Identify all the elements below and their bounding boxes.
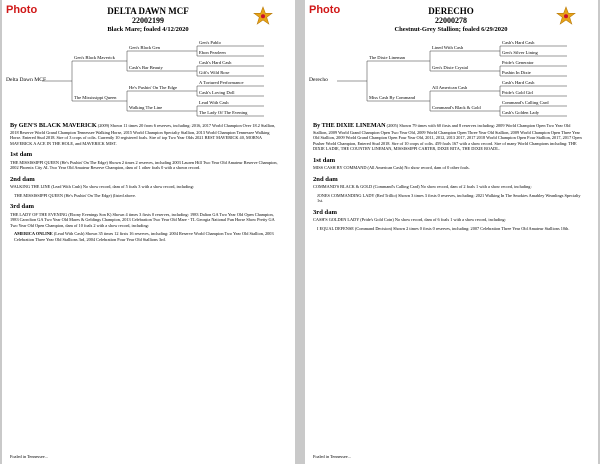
pedigree-sss: Cash's Hard Cash: [502, 40, 535, 45]
dam-record: [313, 217, 583, 223]
dam-sections: [10, 151, 280, 242]
horse-description: Chestnut-Grey Stallion; foaled 6/29/2020: [394, 25, 508, 33]
pedigree-ddd: Cash's Golden Lady: [502, 110, 540, 115]
pedigree-dam-dam: Command's Black & Gold: [432, 105, 481, 110]
horse-name: DELTA DAWN MCF: [107, 6, 189, 16]
pedigree-dsd: Pride's Gold Girl: [502, 90, 534, 95]
dam-record: [10, 184, 280, 190]
pedigree-dsd: Cash's Loving Doll: [199, 90, 235, 95]
dam-record: [313, 165, 583, 171]
photo-label[interactable]: Photo: [309, 4, 341, 16]
horse-header: [42, 6, 254, 33]
pedigree-sire: The Dixie Lineman: [369, 55, 405, 60]
pedigree-dss: Cash's Hard Cash: [502, 80, 535, 85]
footer-note: Foaled in Tennessee...: [10, 454, 48, 459]
sire-lead: By THE DIXIE LINEMAN: [313, 122, 386, 129]
pedigree-dam-sire: He's Pushin' On The Edge: [129, 85, 178, 90]
pedigree-dss: A Tortured Performance: [199, 80, 244, 85]
dam-record: [10, 212, 280, 229]
pedigree-dam-sire: All American Cash: [432, 85, 468, 90]
pedigree-subject: Derecho: [309, 77, 328, 83]
pedigree-chart: [2, 40, 295, 122]
dam-record: [10, 193, 280, 199]
record-text: I EQUAL DEFENSE (Command Decision) Shown 2 times 0 firsts 0 reserves, including: 2007 Celebration Three Year Old Amateur Stallions 10th.: [317, 225, 570, 231]
pedigree-ssd: Ebon Pearleen: [199, 50, 226, 55]
dam-record: [313, 226, 583, 232]
dam-section-title: 1st dam: [10, 151, 33, 159]
pedigree-sire-sire: Lined With Cash: [432, 45, 464, 50]
pedigree-dam: The Mississippi Queen: [74, 95, 117, 100]
dam-section-title: 2nd dam: [313, 175, 338, 183]
dam-sections: [313, 157, 583, 231]
record-text: THE LADY OF THE EVENING (Ebony Evenings Son K) Shown 4 times 3 firsts 0 reserves, including: 1983 Dalton GA Two Year Old Open Champion, 1983 Carrolton GA Two Year Old Mares & Geldings Champion, 2013 Celebration Two Year Old Mare - TL Georgia National Fun Horse Show Pretty GA Two Year Old Open Champion, dam of 10 foals 2 with a show record, including:: [10, 211, 275, 228]
pedigree-dam-dam: Walking The Line: [129, 105, 163, 110]
record-text: THE MISSISSIPPI QUEEN (He's Pushin' On The Edge) Shown 2 times 2 reserves, including 2003 Lauren Hill Two Year Old Amateur Reserve Champion, 2002 Phoenix City AL Two Year Old Amateur Reserve Champion, dam of 1 other foals 0 with a shown record.: [10, 159, 278, 171]
pedigree-sdd: Gift's Wild Rose: [199, 70, 230, 75]
catalog-page-2: [305, 0, 598, 464]
catalog-page-1: [2, 0, 295, 464]
dam-section-title: 1st dam: [313, 156, 336, 164]
pedigree-sire-sire: Gen's Black Gen: [129, 45, 160, 50]
pedigree-dds: Command's Calling Card: [502, 100, 549, 105]
registration-number: 22002199: [132, 16, 164, 26]
dam-section-title: 2nd dam: [10, 175, 35, 183]
record-text: WALKING THE LINE (Lead With Cash) No show record, dam of 5 foals 3 with a show record, including:: [10, 184, 194, 190]
dam-record: [313, 184, 583, 190]
dam-record: [10, 160, 280, 171]
record-text: (Lead With Cash) Shown 35 times 12 firsts 16 reserves, including: 2004 Reserve World Champion Two Year Old Stallion, 2003 Celebration Three Year Old Stallions 3rd, 2004 Celebration Four Year Old Stallions 3rd.: [14, 231, 274, 242]
sire-text: (2009) Shown 11 times 20 from 6 reserves, including: 2016, 2017 World Champion Over 18.2 Stallion, 2018 Reserve World Grand Champion Tennessee Walking Horse, 2015 World Champion Specialty Stallion, 2013 World Champion Tennessee Walking Horse. Entered Stud 2018. Sire of 3 crops of colts. Currently 10 registered foals. Sire of top Two Year Olds 2021 BEST MAVERICK 40, MORNA MAVERICK A ACE IN THE HOLE, and MAVERICK MIST.: [10, 123, 276, 146]
pedigree-ssd: Gen's Silver Lining: [502, 50, 538, 55]
sire-paragraph: [10, 122, 280, 146]
horse-header: [345, 6, 557, 33]
dam-record: [313, 193, 583, 204]
gold-star-icon: [253, 6, 273, 26]
sire-text: (2005) Shown 79 times with 60 firsts and 8 reserves including: 2009 World Champion Open Two Year Old Stallion, 2009 World Grand Champion Open Two Year Old, 2009 World Champion Open Three Year Old Stallion, 2009 World Champion Open Three Year Old Stallion, 2009 World Grand Champion Open Four Year Old, 2011, 2012, 2013 2017, 2017 2018 World Champion Open Four Stallion, 2017, 2017 Open Pusher World Champion, Entered Stud 2018. Sire of 10 crops of colts. 459 foals 167 with a show record. Sire of many World Champions including: THE DIXIE LADIE, THE COUNTRY LINEMAN, MISSISSIPPI CARTER, DIXIE RITA, THE DIXIE ROADL.: [313, 123, 582, 152]
pedigree-chart: [305, 40, 598, 122]
pedigree-sdd: Pushin In Dixie: [502, 70, 531, 75]
horse-name: DERECHO: [428, 6, 474, 16]
registration-number: 22000278: [435, 16, 467, 26]
pedigree-sire-dam: Cash's Bar Beauty: [129, 65, 163, 70]
dam-record: [10, 231, 280, 242]
sire-lead: By GEN'S BLACK MAVERICK: [10, 122, 97, 129]
record-text: CASH'S GOLDEN LADY (Pride's Gold Coin) No show record, dam of 6 foals 1 with a show record, including:: [313, 217, 506, 223]
record-text: THE MISSISSIPPI QUEEN (He's Pushin' On The Edge) (listed above.: [14, 192, 137, 198]
horse-description: Black Mare; foaled 4/12/2020: [107, 25, 189, 33]
record-text: MISS CASH BY COMMAND (All American Cash) No show record, dam of 0 other foals.: [313, 165, 470, 171]
footer-note: Foaled in Tennessee...: [313, 454, 351, 459]
pedigree-sss: Gen's Pablo: [199, 40, 221, 45]
catalog-body: [10, 122, 280, 242]
pedigree-dam: Miss Cash By Command: [369, 95, 416, 100]
record-text: JONES COMMANDING LADY (Red Trillio) Shown 3 times 3 firsts 0 reserves, including: 2021 Walking In The Smokies Amabley Weanlings Specialty 1st.: [317, 192, 581, 204]
pedigree-sds: Cash's Hard Cash: [199, 60, 232, 65]
pedigree-sire-dam: Gen's Dixie Crystal: [432, 65, 469, 70]
gold-star-icon: [556, 6, 576, 26]
record-lead: AMERICA ONLINE: [14, 231, 53, 237]
pedigree-sds: Pride's Generator: [502, 60, 534, 65]
pedigree-ddd: The Lady Of The Evening: [199, 110, 248, 115]
sire-paragraph: [313, 122, 583, 152]
pedigree-sire: Gen's Black Maverick: [74, 55, 115, 60]
photo-label[interactable]: Photo: [6, 4, 38, 16]
catalog-body: [313, 122, 583, 231]
pedigree-dds: Lead With Cash: [199, 100, 229, 105]
dam-section-title: 3rd dam: [313, 208, 337, 216]
pedigree-subject: Delta Dawn MCF: [6, 77, 47, 83]
dam-section-title: 3rd dam: [10, 203, 34, 211]
record-text: COMMAND'S BLACK & GOLD (Command's Calling Card) No show record, dam of 2 foals 1 with a show record, including:: [313, 184, 532, 190]
